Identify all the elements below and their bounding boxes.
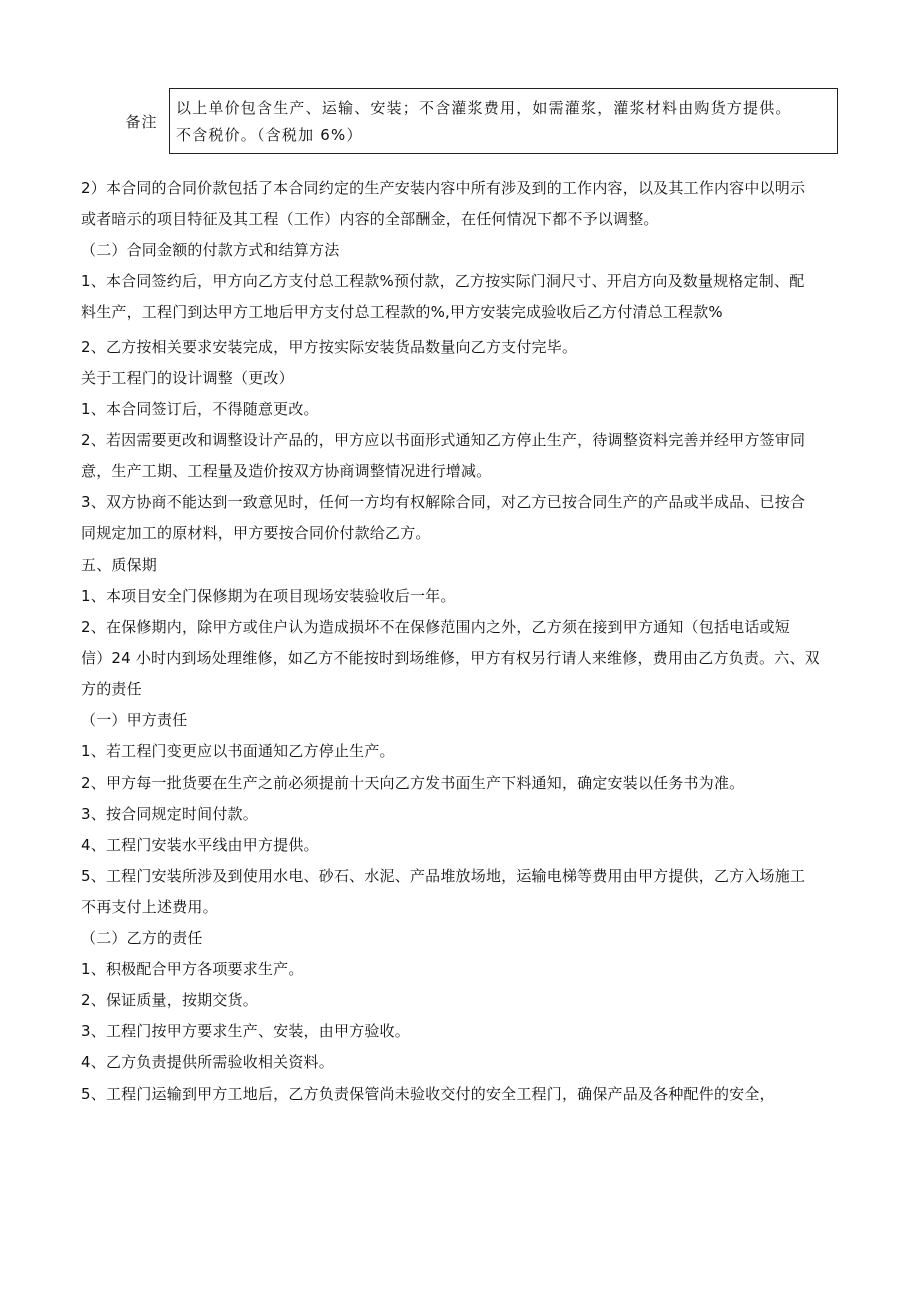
body-line: 2、在保修期内，除甲方或住户认为造成损坏不在保修范围内之外，乙方须在接到甲方通知（包括电话或短 <box>81 618 790 636</box>
body-line: 2、甲方每一批货要在生产之前必须提前十天向乙方发书面生产下料通知，确定安装以任务书为准。 <box>81 774 745 792</box>
body-line: 2、乙方按相关要求安装完成，甲方按实际安装货品数量向乙方支付完毕。 <box>81 338 578 356</box>
body-line: 4、工程门安装水平线由甲方提供。 <box>81 836 319 854</box>
remarks-text <box>176 95 826 149</box>
body-line: 不再支付上述费用。 <box>81 898 218 916</box>
body-line: 4、乙方负责提供所需验收相关资料。 <box>81 1053 334 1071</box>
body-line: 1、积极配合甲方各项要求生产。 <box>81 960 304 978</box>
body-line: 料生产，工程门到达甲方工地后甲方支付总工程款的%,甲方安装完成验收后乙方付清总工程款% <box>81 303 723 321</box>
body-line: 意，生产工期、工程量及造价按双方协商调整情况进行增减。 <box>81 462 492 480</box>
remarks-text-line-2: 不含税价。（含税加 6%） <box>176 126 363 144</box>
body-line: 3、工程门按甲方要求生产、安装，由甲方验收。 <box>81 1022 410 1040</box>
section-heading: （二）乙方的责任 <box>81 929 203 947</box>
body-line: 1、本合同签订后，不得随意更改。 <box>81 400 319 418</box>
body-line: 方的责任 <box>81 680 142 698</box>
body-line: 2、若因需要更改和调整设计产品的，甲方应以书面形式通知乙方停止生产，待调整资料完善并经甲方签审同 <box>81 431 806 449</box>
section-heading: 关于工程门的设计调整（更改） <box>81 369 294 387</box>
body-line: 2、保证质量，按期交货。 <box>81 991 258 1009</box>
body-line: 信）24 小时内到场处理维修，如乙方不能按时到场维修，甲方有权另行请人来维修，费用由乙方负责。六、双 <box>81 649 820 667</box>
remarks-text-line-1: 以上单价包含生产、运输、安装；不含灌浆费用，如需灌浆，灌浆材料由购货方提供。 <box>176 99 792 117</box>
body-line: 或者暗示的项目特征及其工程（工作）内容的全部酬金，在任何情况下都不予以调整。 <box>81 210 659 228</box>
body-line: 1、本合同签约后，甲方向乙方支付总工程款%预付款，乙方按实际门洞尺寸、开启方向及数量规格定制、配 <box>81 272 805 290</box>
body-line: 5、工程门运输到甲方工地后，乙方负责保管尚未验收交付的安全工程门，确保产品及各种配件的安全， <box>81 1085 775 1103</box>
section-heading: 五、质保期 <box>81 556 158 574</box>
body-line: 2）本合同的合同价款包括了本合同约定的生产安装内容中所有涉及到的工作内容，以及其工作内容中以明示 <box>81 179 806 197</box>
body-line: 3、按合同规定时间付款。 <box>81 805 258 823</box>
remarks-label: 备注 <box>125 112 158 131</box>
body-line: 5、工程门安装所涉及到使用水电、砂石、水泥、产品堆放场地，运输电梯等费用由甲方提供，乙方入场施工 <box>81 867 806 885</box>
remarks-cell <box>169 88 838 154</box>
section-heading: （一）甲方责任 <box>81 711 188 729</box>
body-line: 3、双方协商不能达到一致意见时，任何一方均有权解除合同，对乙方已按合同生产的产品或半成品、已按合 <box>81 493 806 511</box>
body-line: 1、本项目安全门保修期为在项目现场安装验收后一年。 <box>81 587 456 605</box>
section-heading: （二）合同金额的付款方式和结算方法 <box>81 241 340 259</box>
body-line: 1、若工程门变更应以书面通知乙方停止生产。 <box>81 742 395 760</box>
remarks-table <box>114 88 836 154</box>
body-line: 同规定加工的原材料，甲方要按合同价付款给乙方。 <box>81 524 431 542</box>
